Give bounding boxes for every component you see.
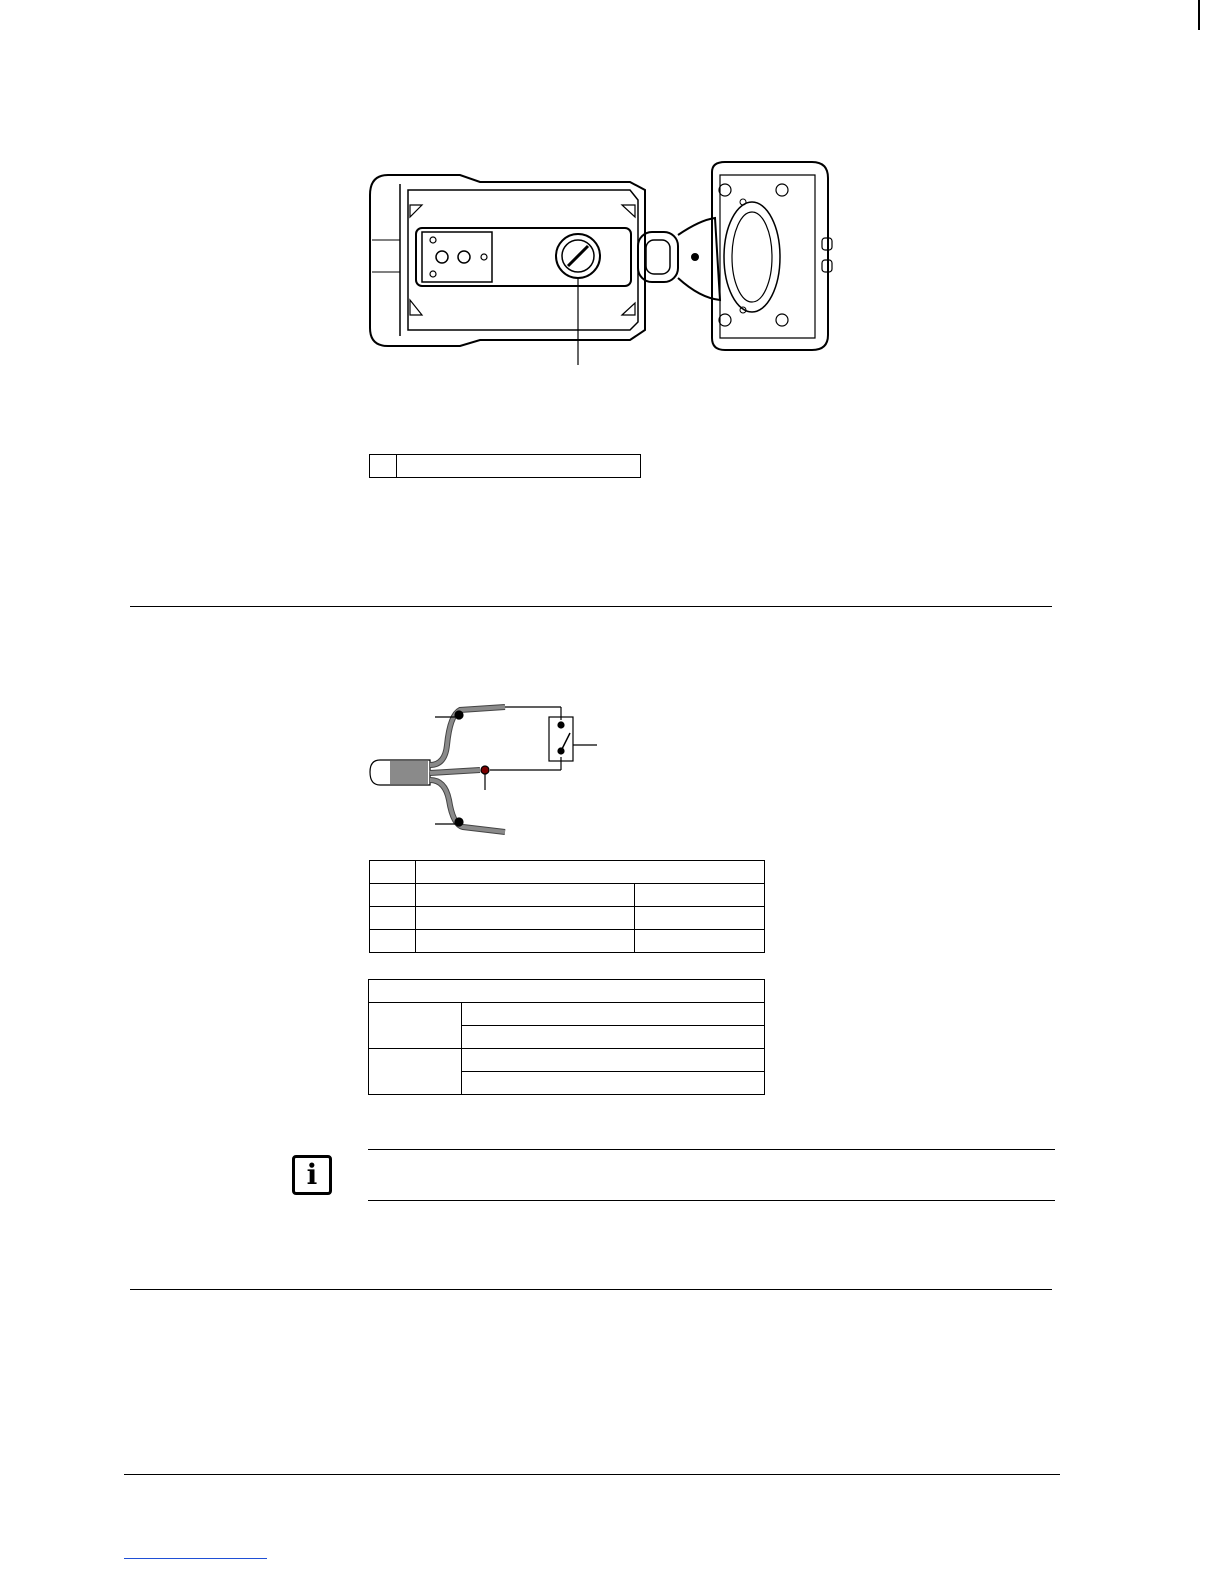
section-divider (130, 606, 1052, 607)
state-table-title (369, 980, 765, 1003)
wire-number-cell (370, 907, 416, 930)
camera-bottom-view-illustration (360, 160, 840, 375)
page-corner-mark (1198, 0, 1200, 30)
wire-value-cell (635, 930, 765, 953)
table-row (369, 1003, 765, 1026)
callout-label-cell (397, 455, 641, 478)
table-row (370, 861, 765, 884)
state-group-label (369, 1003, 462, 1049)
table-row (369, 1049, 765, 1072)
figure1-callout-table (369, 454, 641, 478)
table-row (370, 884, 765, 907)
wire-number-cell (370, 884, 416, 907)
footer-link-underline[interactable] (124, 1558, 267, 1559)
wire-color-table (369, 860, 765, 953)
state-item-cell (462, 1049, 765, 1072)
alarm-state-table (368, 979, 765, 1095)
wire-header-number (370, 861, 416, 884)
wire-label-cell (416, 907, 635, 930)
wire-value-cell (635, 884, 765, 907)
wire-label-cell (416, 930, 635, 953)
state-group-label (369, 1049, 462, 1095)
note-bottom-rule (368, 1200, 1055, 1201)
alarm-wiring-diagram (365, 695, 605, 840)
state-item-cell (462, 1072, 765, 1095)
table-row (370, 930, 765, 953)
note-top-rule (368, 1149, 1055, 1150)
wire-value-cell (635, 907, 765, 930)
table-row (369, 980, 765, 1003)
callout-number-cell (370, 455, 397, 478)
wire-header-label (416, 861, 765, 884)
state-item-cell (462, 1003, 765, 1026)
table-row (370, 455, 641, 478)
wire-number-cell (370, 930, 416, 953)
footer-rule (124, 1474, 1060, 1475)
wire-label-cell (416, 884, 635, 907)
table-row (370, 907, 765, 930)
state-item-cell (462, 1026, 765, 1049)
section-divider (130, 1289, 1052, 1290)
info-icon: i (292, 1155, 332, 1195)
